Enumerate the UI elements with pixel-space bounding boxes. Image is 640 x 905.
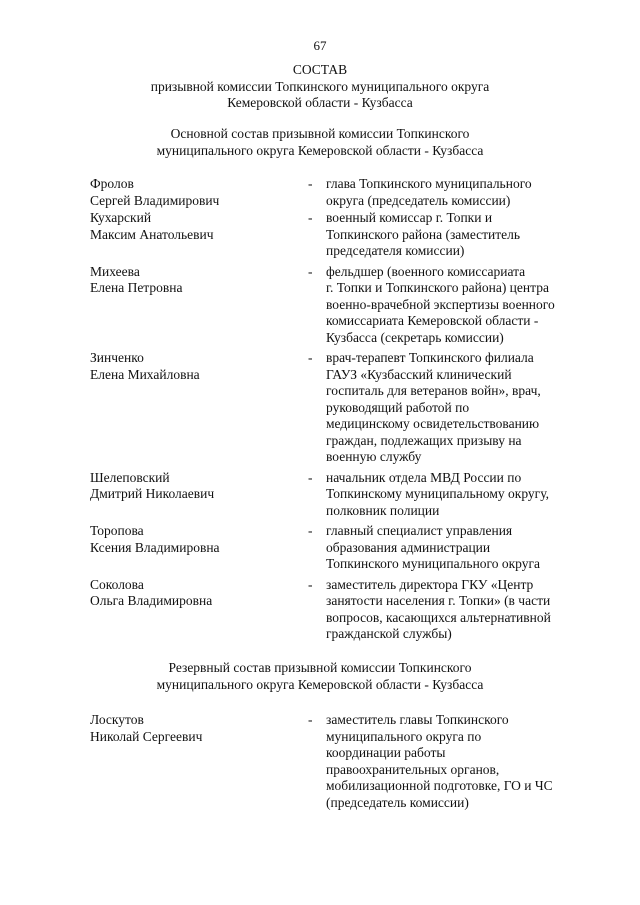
main-heading-line-2: муниципального округа Кемеровской области - Кузбасса [156,142,484,158]
member-name: Лоскутов Николай Сергеевич [90,712,203,744]
member-name: Зинченко Елена Михайловна [90,350,200,382]
member-row [90,470,600,520]
member-dash: - [308,350,313,365]
member-row [90,210,600,260]
member-role: фельдшер (военного комиссариата г. Топки и Топкинского района) центра военно-врачебной экспертизы военного комиссариата Кемеровской области - Кузбасса (секретарь комиссии) [326,263,555,345]
page-number: 67 [313,38,327,53]
member-name: Фролов Сергей Владимирович [90,176,220,208]
member-role: врач-терапевт Топкинского филиала ГАУЗ «Кузбасский клинический госпиталь для ветеранов войн», врач, руководящий работой по медицинскому освидетельствованию граждан, подлежащих призыву на военную службу [326,350,541,464]
member-role: главный специалист управления образования администрации Топкинского муниципального округа [326,523,541,571]
reserve-heading-line-1: Резервный состав призывной комиссии Топкинского [168,660,472,675]
member-name: Соколова Ольга Владимировна [90,576,213,608]
member-role: глава Топкинского муниципального округа (председатель комиссии) [326,176,532,208]
reserve-section-heading [0,660,640,693]
main-members-list [90,176,600,645]
member-dash: - [308,263,313,279]
member-name: Кухарский Максим Анатольевич [90,210,214,242]
title-line-3: Кемеровской области - Кузбасса [227,95,413,110]
member-dash: - [308,176,313,191]
member-dash: - [308,712,313,727]
member-name: Михеева Елена Петровна [90,263,183,295]
member-row [90,264,600,347]
member-dash: - [308,576,313,592]
member-row [90,176,600,209]
reserve-members-list [90,712,600,813]
member-dash: - [308,210,313,225]
member-row [90,350,600,466]
member-row [90,712,600,811]
title-line-1: СОСТАВ [292,62,348,77]
reserve-heading-line-2: муниципального округа Кемеровской области - Кузбасса [156,676,484,692]
member-row [90,577,600,643]
member-role: начальник отдела МВД России по Топкинскому муниципальному округу, полковник полиции [326,469,549,518]
member-row [90,523,600,573]
member-role: заместитель директора ГКУ «Центр занятости населения г. Топки» (в части вопросов, касающихся альтернативной гражданской службы) [326,576,551,641]
member-dash: - [308,469,313,485]
member-name: Шелеповский Дмитрий Николаевич [90,469,215,501]
member-role: заместитель главы Топкинского муниципального округа по координации работы правоохранительных органов, мобилизационной подготовке, ГО и ЧС (председатель комиссии) [326,712,553,810]
main-section-heading [0,126,640,159]
title-line-2: призывной комиссии Топкинского муниципального округа [150,78,490,94]
member-name: Торопова Ксения Владимировна [90,523,220,555]
member-dash: - [308,523,313,538]
main-heading-line-1: Основной состав призывной комиссии Топкинского [170,126,470,141]
document-title [0,62,640,112]
member-role: военный комиссар г. Топки и Топкинского района (заместитель председателя комиссии) [326,210,521,258]
